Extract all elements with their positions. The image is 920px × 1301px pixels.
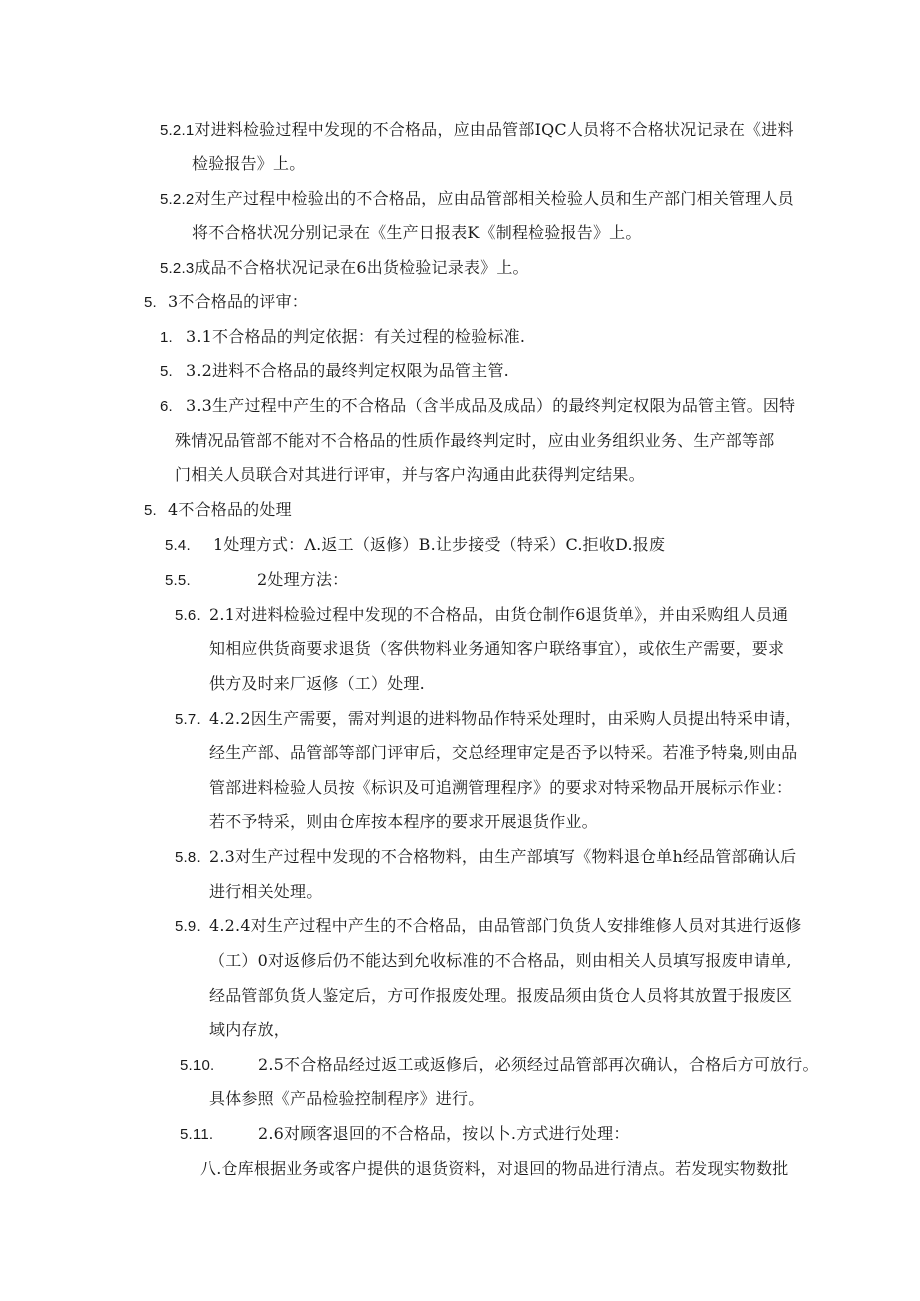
- clause-number: 5.5.: [165, 572, 191, 589]
- text-line: [200, 1159, 789, 1179]
- clause-number: 5.: [144, 294, 157, 311]
- section-heading: [144, 292, 308, 313]
- text-line: [180, 1124, 630, 1145]
- clause-number: 5.2.3: [160, 260, 195, 277]
- text-line: [175, 431, 774, 451]
- clause-number: 5.10.: [180, 1057, 215, 1074]
- text-line: [160, 120, 794, 141]
- line-text: 2.3对生产过程中发现的不合格物料，由生产部填写《物料退仓单h经品管部确认后: [209, 847, 797, 866]
- clause-number: 5.7.: [175, 711, 201, 728]
- text-line: [192, 154, 305, 174]
- text-line: [209, 778, 792, 798]
- text-line: [209, 674, 425, 694]
- text-line: [209, 743, 798, 763]
- text-line: [209, 986, 792, 1006]
- section-heading: [144, 500, 292, 521]
- line-text: 具体参照《产品检验控制程序》进行。: [209, 1089, 485, 1108]
- line-text: 4.2.2因生产需要，需对判退的进料物品作特采处理时，由采购人员提出特采申请，: [209, 709, 802, 728]
- line-text: 门相关人员联合对其进行评审，并与客户沟通由此获得判定结果。: [175, 465, 645, 484]
- line-text: 3.2进料不合格品的最终判定权限为品管主管.: [186, 361, 509, 380]
- text-line: [175, 709, 802, 730]
- clause-number: 5.11.: [180, 1126, 214, 1143]
- text-line: [180, 1055, 819, 1076]
- text-line: [160, 361, 509, 382]
- line-text: 3.3生产过程中产生的不合格品（含半成品及成品）的最终判定权限为品管主管。因特: [186, 396, 796, 415]
- line-text: 进行相关处理。: [209, 882, 323, 901]
- clause-number: 5.9.: [175, 918, 201, 935]
- text-line: [175, 847, 796, 868]
- clause-number: 5.: [144, 502, 157, 519]
- line-text: 4不合格品的处理: [168, 500, 292, 519]
- text-line: [160, 327, 525, 348]
- text-line: [160, 189, 794, 210]
- clause-number: 5.6.: [175, 607, 201, 624]
- line-text: 域内存放，: [209, 1020, 291, 1039]
- text-line: [175, 916, 802, 937]
- text-line: [209, 951, 792, 971]
- line-text: （工）0对返修后仍不能达到允收标准的不合格品，则由相关人员填写报废申请单,: [209, 951, 792, 970]
- clause-number: 5.8.: [175, 849, 201, 866]
- line-text: 对进料检验过程中发现的不合格品，应由品管部IQC人员将不合格状况记录在《进料: [194, 120, 794, 139]
- clause-number: 1.: [160, 329, 173, 346]
- line-text: 检验报告》上。: [192, 154, 306, 173]
- text-line: [192, 223, 642, 243]
- clause-number: 5.: [160, 363, 173, 380]
- text-line: [175, 465, 645, 485]
- text-line: [209, 1020, 290, 1040]
- line-text: 2.5不合格品经过返工或返修后，必须经过品管部再次确认，合格后方可放行。: [258, 1055, 819, 1074]
- line-text: 知相应供货商要求退货（客供物料业务通知客户联络事宜），或依生产需要，要求: [209, 639, 785, 658]
- clause-number: 5.4.: [165, 537, 191, 554]
- text-line: [209, 882, 322, 902]
- text-line: [209, 639, 784, 659]
- text-line: [175, 605, 788, 626]
- line-text: 若不予特采，则由仓库按本程序的要求开展退货作业。: [209, 812, 598, 831]
- line-text: 管部进料检验人员按《标识及可追溯管理程序》的要求对特采物品开展标示作业：: [209, 778, 793, 797]
- line-text: 对生产过程中检验出的不合格品，应由品管部相关检验人员和生产部门相关管理人员: [194, 189, 794, 208]
- clause-number: 5.2.1: [160, 122, 195, 139]
- clause-number: 6.: [160, 398, 173, 415]
- line-text: 2处理方法：: [257, 570, 349, 589]
- line-text: 3.1不合格品的判定依据：有关过程的检验标准.: [186, 327, 526, 346]
- line-text: 将不合格状况分别记录在《生产日报表K《制程检验报告》上。: [192, 223, 642, 242]
- line-text: 3不合格品的评审：: [168, 292, 308, 311]
- line-text: 供方及时来厂返修（工）处理.: [209, 674, 425, 693]
- line-text: 2.6对顾客退回的不合格品，按以卜.方式进行处理：: [258, 1124, 630, 1143]
- line-text: 1处理方式：Λ.返工（返修）B.让步接受（特采）C.拒收D.报废: [213, 535, 666, 554]
- line-text: 4.2.4对生产过程中产生的不合格品，由品管部门负货人安排维修人员对其进行返修: [209, 916, 802, 935]
- line-text: 经生产部、品管部等部门评审后，交总经理审定是否予以特采。若准予特枭,则由品: [209, 743, 798, 762]
- text-line: [160, 258, 529, 279]
- line-text: 2.1对进料检验过程中发现的不合格品，由货仓制作6退货单》，并由采购组人员通: [209, 605, 789, 624]
- text-line: [165, 570, 348, 591]
- text-line: [160, 396, 795, 417]
- line-text: 八.仓库根据业务或客户提供的退货资料，对退回的物品进行清点。若发现实物数批: [200, 1159, 789, 1178]
- text-line: [165, 535, 665, 556]
- text-line: [209, 1089, 484, 1109]
- clause-number: 5.2.2: [160, 191, 195, 208]
- line-text: 殊情况品管部不能对不合格品的性质作最终判定时，应由业务组织业务、生产部等部: [175, 431, 775, 450]
- line-text: 成品不合格状况记录在6出货检验记录表》上。: [194, 258, 529, 277]
- text-line: [209, 812, 598, 832]
- line-text: 经品管部负货人鉴定后，方可作报废处理。报废品须由货仓人员将其放置于报废区: [209, 986, 793, 1005]
